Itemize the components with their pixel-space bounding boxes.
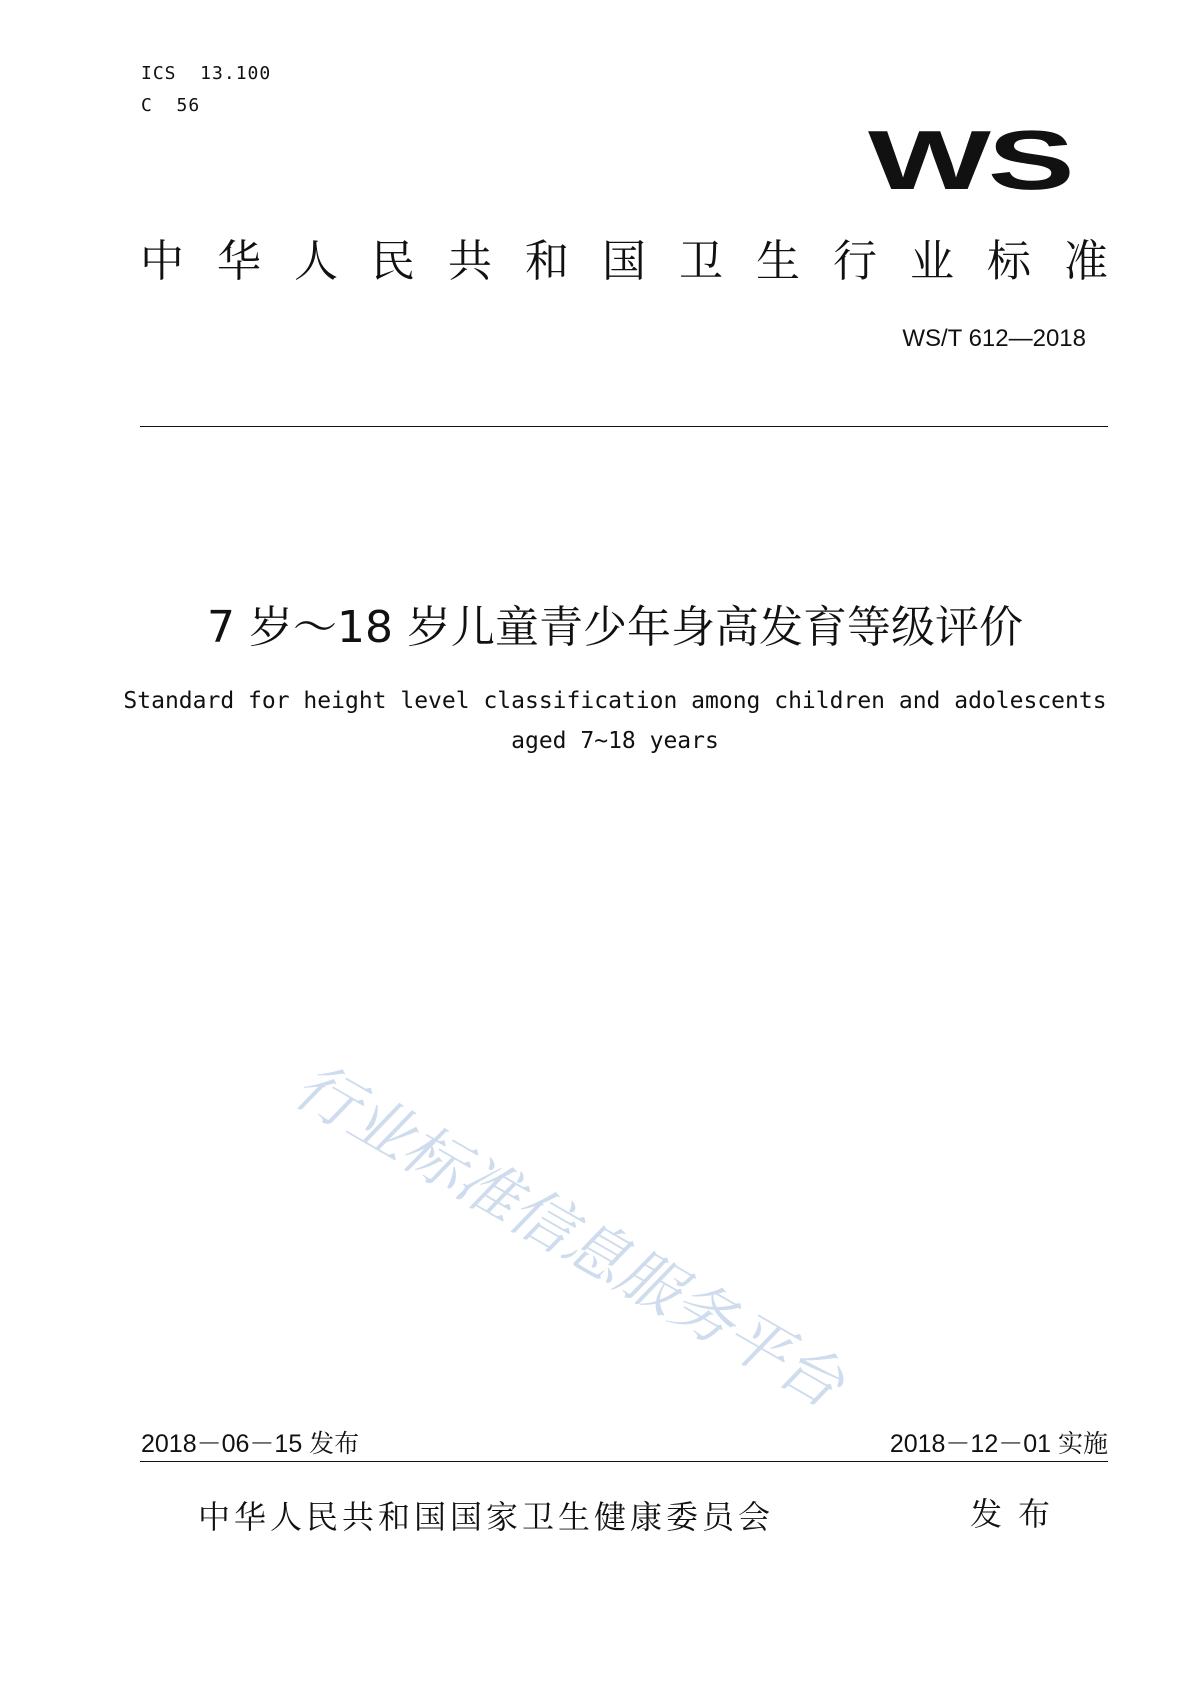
chinese-title: 7 岁～18 岁儿童青少年身高发育等级评价: [207, 602, 1023, 653]
bottom-divider: [140, 1461, 1108, 1462]
industry-standard-heading: 中华人民共和国卫生行业标准: [140, 236, 1141, 287]
english-title-line-2: aged 7~18 years: [511, 728, 719, 754]
implementation-date: 2018－12－01 实施: [889, 1430, 1108, 1458]
ics-code: ICS 13.100: [141, 63, 272, 84]
top-divider: [140, 426, 1108, 427]
watermark: 行业标准信息服务平台: [282, 1048, 856, 1422]
issue-date: 2018－06－15 发布: [141, 1430, 360, 1458]
classification-codes: [141, 58, 271, 122]
english-title: [0, 681, 1190, 761]
ws-logo: WS: [868, 113, 1072, 207]
issuing-action: 发布: [970, 1495, 1067, 1533]
issuing-authority: 中华人民共和国国家卫生健康委员会: [198, 1498, 775, 1536]
standard-number: WS/T 612—2018: [902, 325, 1086, 352]
english-title-line-1: Standard for height level classification among children and adolescents: [123, 688, 1107, 714]
ccs-code: C 56: [141, 95, 201, 116]
